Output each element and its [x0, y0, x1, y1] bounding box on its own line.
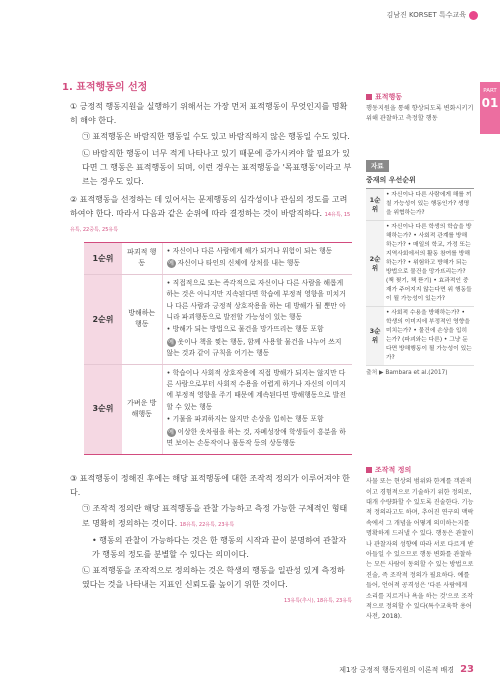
- footer-chapter: 제1장 긍정적 행동지원의 이론적 배경: [339, 665, 455, 674]
- side-note-text: 사물 또는 현상의 범위와 한계를 객관적이고 경험적으로 기술하기 위한 정의로, 대개 수량화할 수 있도록 진술한다. 기능적 정의라고도 하며, 추어진 연구의 맥락 속에서 그 개념을 어떻게 의미하는지를 명확하게 드러낼 수 있다. 행동은 관찰이나 관찰자의 성향에 따라 서로 다르게 받아들일 수 있으므로 행동 변화를 관찰하는 모든 사람이 동의할 수 있는 방법으로 진술, 즉 조작적 정의가 필요하다. 예를 들어, 언어적 공격성은 '다른 사람에게 소리를 지르거나 욕을 하는 것'으로 조작적으로 정의할 수 있다(특수교육학 용어사전, 2018).: [366, 478, 474, 621]
- para-3-a-cite: 18유특, 22유특, 23유특: [179, 521, 235, 528]
- para-1-lead: ① 긍정적 행동지원을 실행하기 위해서는 가장 먼저 표적행동이 무엇인지를 명확히 해야 한다.: [70, 102, 348, 126]
- type-cell: 파괴적 행동: [122, 243, 162, 275]
- source-note: 출처 ▶ Bambara et al.(2017): [366, 370, 448, 377]
- rank-cell: 2순위: [366, 221, 384, 307]
- desc-example: 예 이상한 옷차림을 하는 것, 자폐성장애 학생들이 흥분을 하면 보이는 손동작이나 몸동작 등의 상동행동: [166, 427, 346, 448]
- para-3-a: ㉠ 조작적 정의란 해당 표적행동을 관찰 가능하고 측정 가능한 구체적인 형태로 명확히 정의하는 것이다. 18유특, 22유특, 23유특: [82, 504, 348, 528]
- side-priority-table: [366, 188, 474, 366]
- para-3: [70, 472, 352, 608]
- side-note-target: [366, 92, 474, 125]
- desc-text: • 학습이나 사회적 상호작용에 직접 방해가 되지는 않지만 다른 사람으로부터 사회적 수용을 어렵게 하거나 자신의 이미지에 부정적 영향을 주기 때문에 계속된다면 방해행동으로 발전할 수 있는 행동: [166, 368, 346, 411]
- para-3-b-cite: 13유특(추시), 18유특, 23유특: [284, 597, 352, 604]
- part-ribbon: [480, 82, 500, 134]
- para-2: [70, 193, 352, 238]
- desc-text: • 기물을 파괴하지는 않지만 손상을 입히는 행동 포함: [166, 415, 324, 424]
- table-row: [366, 221, 474, 307]
- desc-example: 예 옷이나 책을 찢는 행동, 함께 사용할 물건을 나누어 쓰지 않는 것과 같이 규칙을 어기는 행동: [166, 337, 342, 358]
- para-3-lead: ③ 표적행동이 정해진 후에는 해당 표적행동에 대한 조작적 정의가 이루어져야 한다.: [70, 474, 350, 498]
- side-box-title: 중재의 우선순위: [366, 176, 416, 185]
- table-row: [366, 307, 474, 366]
- desc-text: • 방해가 되는 방법으로 물건을 망가뜨리는 행동 포함: [166, 325, 324, 334]
- page-number: 23: [460, 664, 474, 675]
- rank-cell: 3순위: [366, 307, 384, 366]
- table-row: [84, 364, 352, 454]
- desc-cell: [162, 243, 352, 275]
- example-icon: 예: [168, 260, 174, 268]
- para-2-cite: 14유특, 15유특, 22중특, 25유특: [70, 212, 351, 234]
- type-cell: 방해하는 행동: [122, 274, 162, 364]
- para-2-lead: ② 표적행동을 선정하는 데 있어서는 문제행동의 심각성이나 관심의 정도를 고려하여야 한다. 따라서 다음과 같은 순위에 따라 결정하는 것이 바람직하다.: [70, 195, 348, 219]
- side-note-operational: [366, 465, 474, 623]
- side-note-title: 조작적 정의: [366, 465, 474, 475]
- page-footer: [339, 664, 474, 675]
- criteria-cell: • 자신이나 다른 학생의 학습을 방해하는가? • 사회적 관계를 방해하는가? • 매일의 학교, 가정 또는 지역사회에서의 활동 참여를 방해하는가? • 위험하고 방해가 되는 방법으로 물건을 망가뜨리는가? (책 찢기, 책 뜯기) • 효과적인 중재가 주어지지 않는다면 위 행동들이 될 가능성이 있는가?: [384, 221, 474, 307]
- para-1: [70, 100, 352, 189]
- material-tag: 자료: [366, 160, 389, 172]
- desc-text: • 직접적으로 또는 즉각적으로 자신이나 다른 사람을 해롭게 하는 것은 아니지만 지속된다면 학습에 부정적 영향을 미치거나 다른 사람과 긍정적 상호작용을 하는 데 방해가 될 뿐만 아니라 파괴행동으로 발전할 가능성이 있는 행동: [166, 278, 346, 322]
- example-icon: 예: [168, 338, 174, 346]
- page-header: [386, 10, 478, 20]
- desc-text: • 자신이나 다른 사람에게 해가 되거나 위험이 되는 행동: [166, 247, 333, 255]
- criteria-cell: • 사회적 수용을 방해하는가? • 학생의 이미지에 부정적인 영향을 미치는가? • 물건에 손상을 입히는가? (파괴와는 다른) • 그냥 둔다면 방해행동이 될 가능성이 있는가?: [384, 307, 474, 366]
- ribbon-part: PART: [483, 88, 497, 94]
- desc-cell: [162, 364, 352, 454]
- para-3-a-bullet: • 행동의 관찰이 가능하다는 것은 한 행동의 시작과 끝이 분명하여 관찰자가 행동의 정도를 분별할 수 있다는 의미이다.: [92, 535, 347, 560]
- rank-cell: 1순위: [366, 189, 384, 221]
- rank-cell: 1순위: [84, 243, 122, 275]
- criteria-cell: • 자신이나 다른 사람에게 해를 끼칠 가능성이 있는 행동인가? 생명을 위협하는가?: [384, 189, 474, 221]
- square-bullet-icon: [366, 467, 372, 473]
- para-1-a: ㉠ 표적행동은 바람직한 행동일 수도 있고 바람직하지 않은 행동일 수도 있다.: [82, 132, 350, 142]
- table-row: [84, 243, 352, 275]
- rank-cell: 3순위: [84, 364, 122, 454]
- table-row: [84, 274, 352, 364]
- type-cell: 가벼운 방해행동: [122, 364, 162, 454]
- desc-cell: [162, 274, 352, 364]
- para-3-b-cite-row: [70, 593, 352, 608]
- flower-icon: [469, 11, 478, 20]
- header-brand: 김남진 KORSET 특수교육: [386, 11, 466, 19]
- para-3-b: ㉡ 표적행동을 조작적으로 정의하는 것은 학생의 행동을 일관성 있게 측정하였다는 것을 나타내는 지표인 신뢰도를 높이기 위한 것이다.: [82, 566, 345, 590]
- example-icon: 예: [168, 428, 174, 436]
- side-note-text: 행동지원을 통해 향상되도록 변화시키기 위해 관찰하고 측정할 행동: [366, 105, 474, 123]
- rank-cell: 2순위: [84, 274, 122, 364]
- side-box-priority: [366, 160, 474, 379]
- square-bullet-icon: [366, 94, 372, 100]
- priority-table: [84, 242, 352, 455]
- para-1-b: ㉡ 바람직한 행동이 너무 적게 나타나고 있기 때문에 증가시켜야 할 필요가 있다면 그 행동은 표적행동이 되며, 이런 경우는 표적행동을 '목표행동'이라고 부르는 경우도 있다.: [82, 148, 352, 187]
- section-title: 1. 표적행동의 선정: [62, 82, 148, 93]
- desc-example: 예 자신이나 타인의 신체에 상처를 내는 행동: [168, 259, 300, 268]
- ribbon-number: 01: [481, 96, 499, 110]
- side-note-title: 표적행동: [366, 92, 474, 102]
- table-row: [366, 189, 474, 221]
